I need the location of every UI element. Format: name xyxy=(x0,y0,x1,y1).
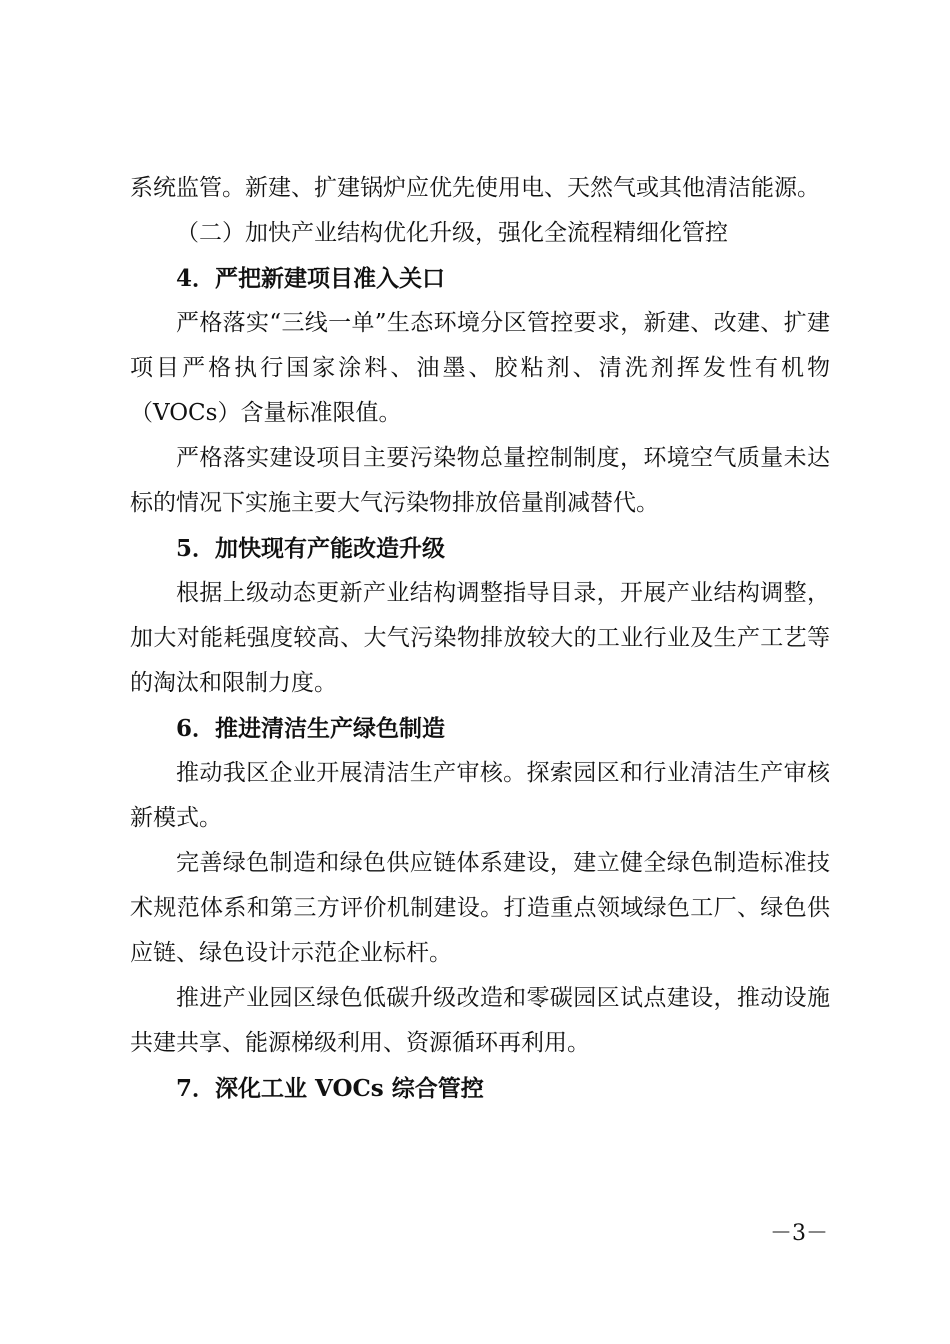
page-number: －3－ xyxy=(770,1221,828,1246)
paragraph-4-2: 严格落实建设项目主要污染物总量控制制度，环境空气质量未达标的情况下实施主要大气污染物排放倍量削减替代。 xyxy=(130,445,830,516)
paragraph-6-3: 推进产业园区绿色低碳升级改造和零碳园区试点建设，推动设施共建共享、能源梯级利用、资源循环再利用。 xyxy=(130,985,830,1056)
heading-7: 7．深化工业 VOCs 综合管控 xyxy=(176,1075,484,1102)
heading-6: 6．推进清洁生产绿色制造 xyxy=(176,715,446,742)
paragraph-continuation: 系统监管。新建、扩建锅炉应优先使用电、天然气或其他清洁能源。 xyxy=(130,175,820,201)
heading-4: 4．严把新建项目准入关口 xyxy=(176,265,446,292)
document-body xyxy=(130,166,830,1111)
heading-5: 5．加快现有产能改造升级 xyxy=(176,535,446,562)
subsection-title-2: （二）加快产业结构优化升级，强化全流程精细化管控 xyxy=(176,220,728,246)
paragraph-6-2: 完善绿色制造和绿色供应链体系建设，建立健全绿色制造标准技术规范体系和第三方评价机制建设。打造重点领域绿色工厂、绿色供应链、绿色设计示范企业标杆。 xyxy=(130,850,830,966)
paragraph-6-1: 推动我区企业开展清洁生产审核。探索园区和行业清洁生产审核新模式。 xyxy=(130,760,830,831)
paragraph-5-1: 根据上级动态更新产业结构调整指导目录，开展产业结构调整，加大对能耗强度较高、大气污染物排放较大的工业行业及生产工艺等的淘汰和限制力度。 xyxy=(130,580,830,696)
paragraph-4-1: 严格落实“三线一单”生态环境分区管控要求，新建、改建、扩建项目严格执行国家涂料、油墨、胶粘剂、清洗剂挥发性有机物（VOCs）含量标准限值。 xyxy=(130,310,830,426)
